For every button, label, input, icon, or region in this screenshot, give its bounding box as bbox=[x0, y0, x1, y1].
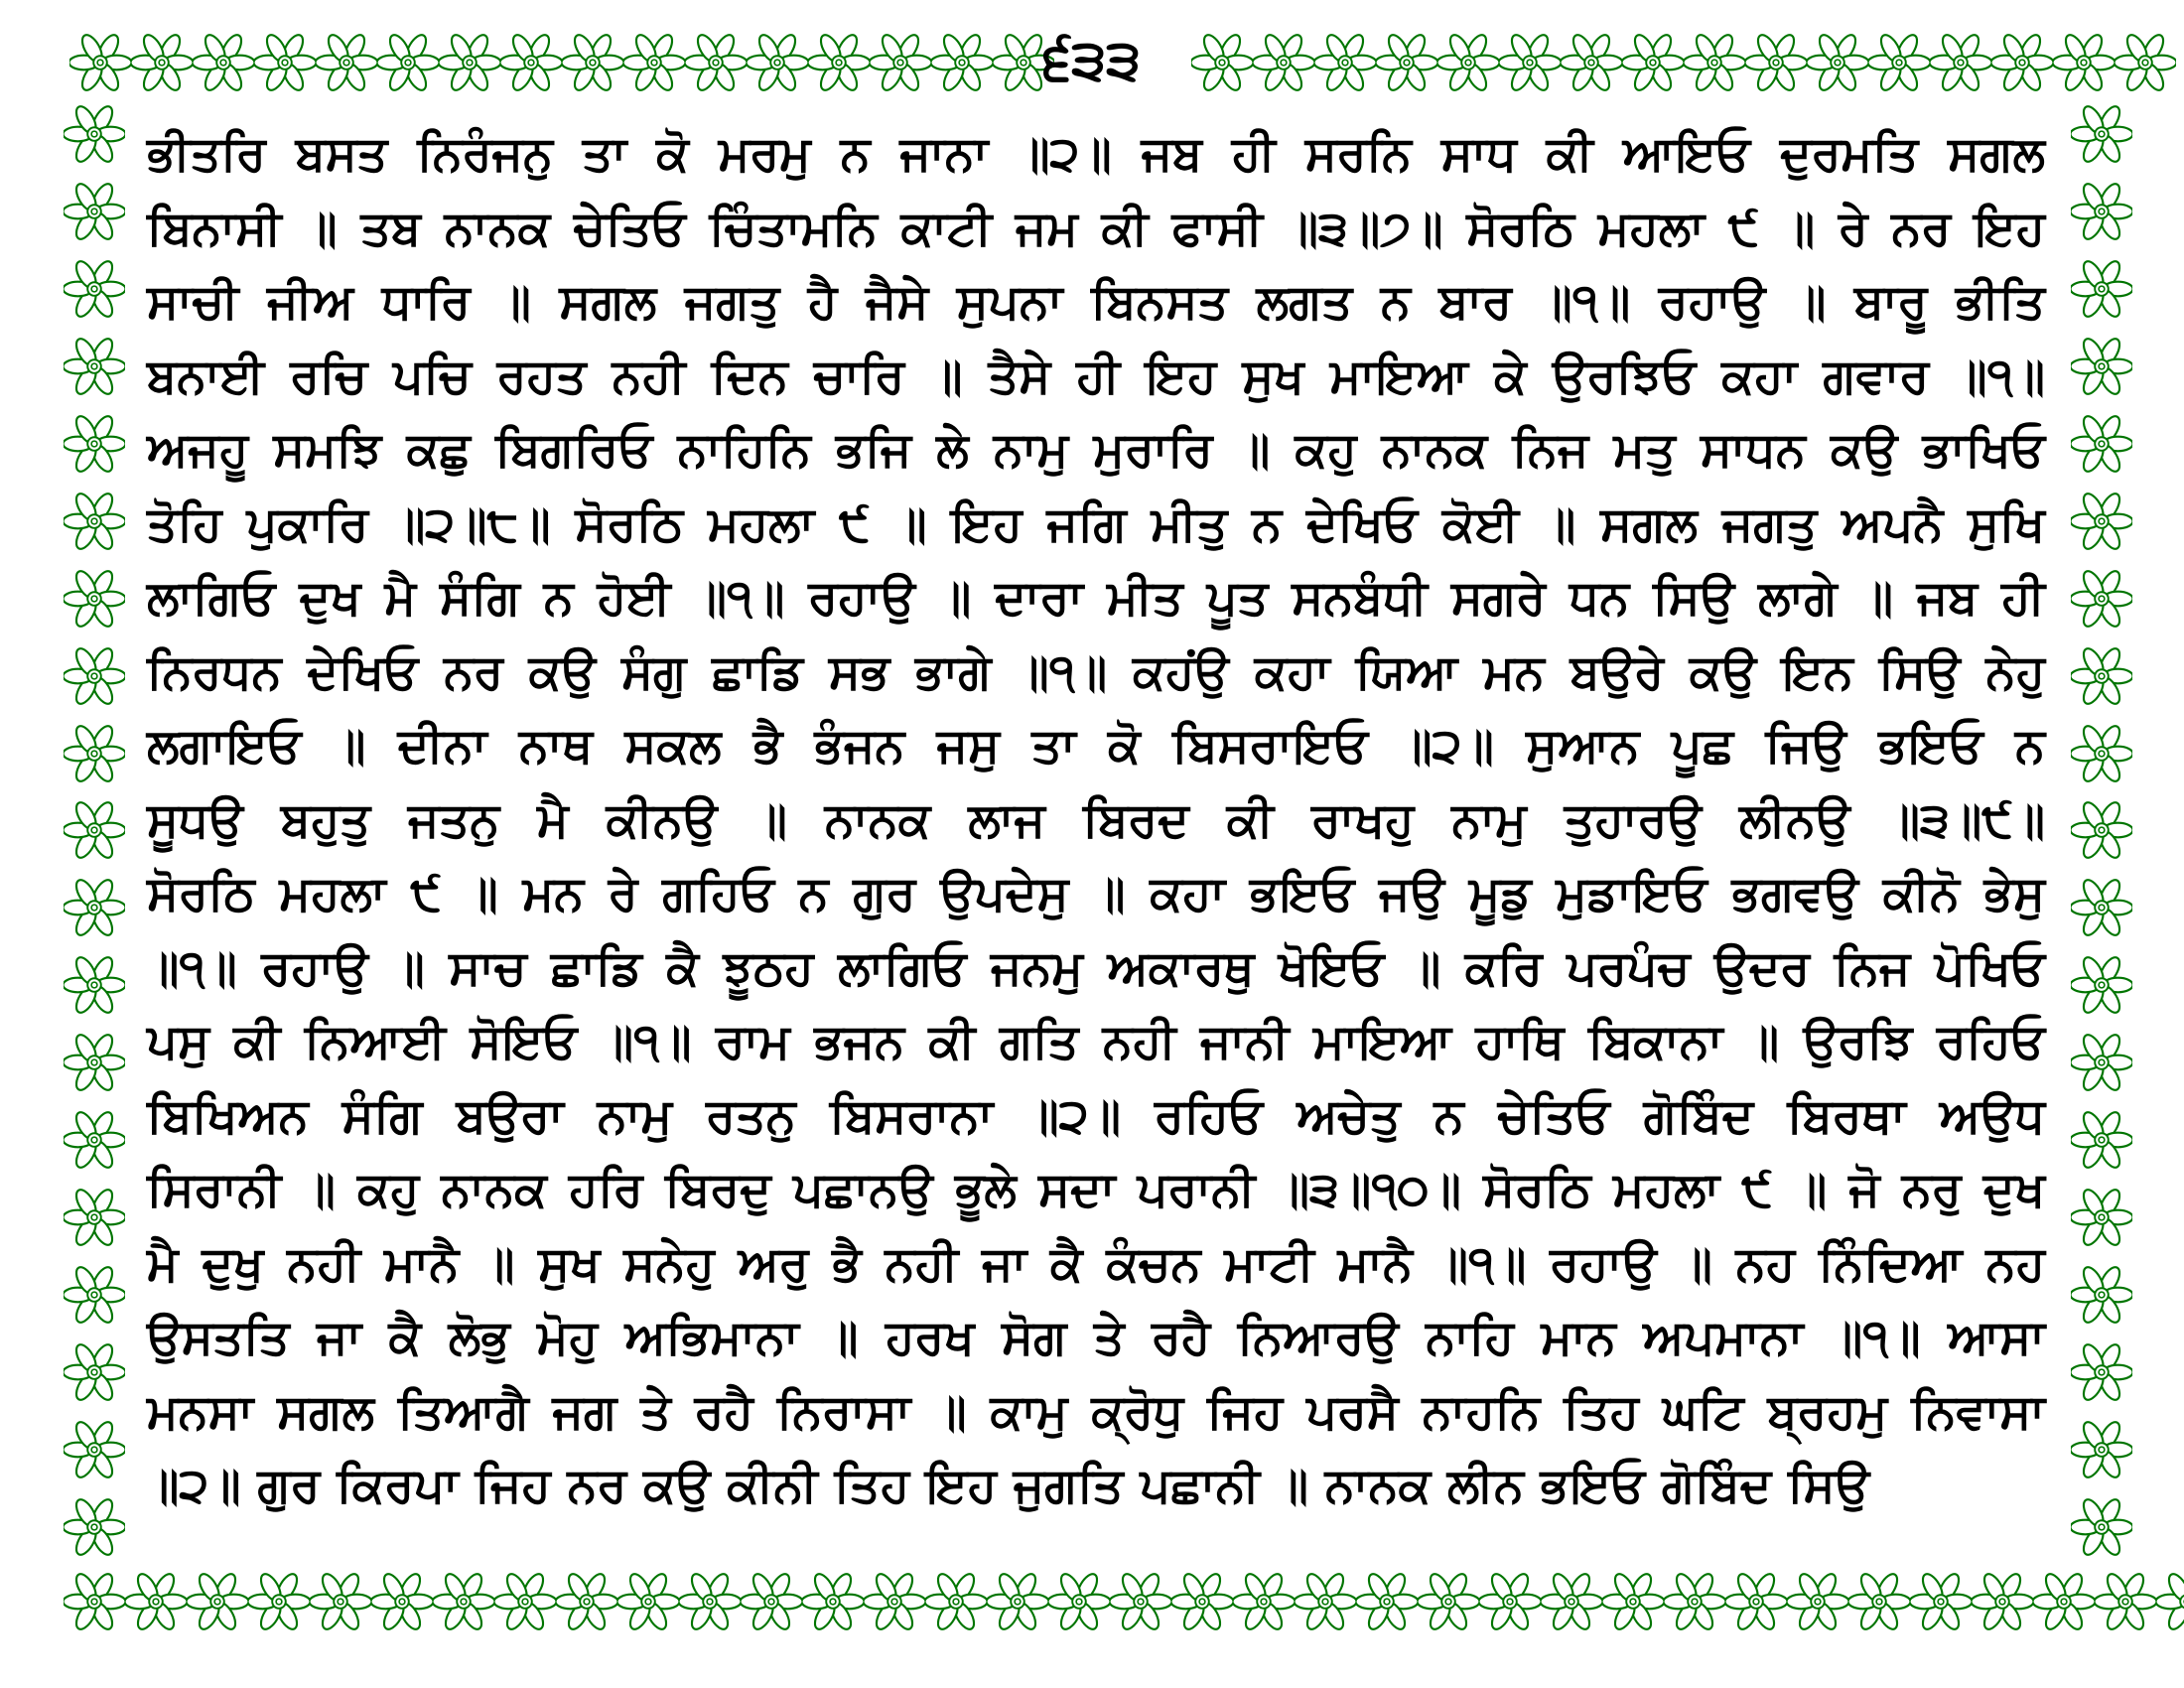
flower-icon bbox=[1541, 1571, 1602, 1632]
flower-icon bbox=[741, 1571, 802, 1632]
flower-icon bbox=[64, 1109, 125, 1171]
flower-icon bbox=[2071, 1264, 2132, 1326]
text-line: ਬਨਾਈ ਰਚਿ ਪਚਿ ਰਹਤ ਨਹੀ ਦਿਨ ਚਾਰਿ ॥ ਤੈਸੇ ਹੀ ਇਹ ਸੁਖ ਮਾਇਆ ਕੇ ਉਰਝਿਓ ਕਹਾ ਗਵਾਰ ॥੧॥ bbox=[147, 348, 2045, 404]
flower-icon bbox=[193, 32, 254, 93]
text-line: ਪਸੁ ਕੀ ਨਿਆਈ ਸੋਇਓ ॥੧॥ ਰਾਮ ਭਜਨ ਕੀ ਗਤਿ ਨਹੀ ਜਾਨੀ ਮਾਇਆ ਹਾਥਿ ਬਿਕਾਨਾ ॥ ਉਰਝਿ ਰਹਿਓ bbox=[147, 1014, 2045, 1069]
flower-icon bbox=[69, 32, 131, 93]
flower-icon bbox=[2071, 413, 2132, 475]
flower-icon bbox=[1110, 1571, 1171, 1632]
flower-icon bbox=[987, 1571, 1048, 1632]
flower-icon bbox=[1868, 32, 1930, 93]
text-line: ਤੋਹਿ ਪੁਕਾਰਿ ॥੨॥੮॥ ਸੋਰਠਿ ਮਹਲਾ ੯ ॥ ਇਹ ਜਗਿ ਮੀਤੁ ਨ ਦੇਖਿਓ ਕੋਈ ॥ ਸਗਲ ਜਗਤੁ ਅਪਨੈ ਸੁਖਿ bbox=[147, 495, 2045, 552]
flower-icon bbox=[64, 258, 125, 320]
flower-icon bbox=[64, 1571, 125, 1632]
flower-icon bbox=[64, 1032, 125, 1093]
flower-icon bbox=[1725, 1571, 1787, 1632]
flower-icon bbox=[64, 954, 125, 1016]
flower-icon bbox=[187, 1571, 248, 1632]
flower-icon bbox=[494, 1571, 556, 1632]
flower-icon bbox=[248, 1571, 310, 1632]
flower-icon bbox=[747, 32, 808, 93]
flower-icon bbox=[679, 1571, 741, 1632]
flower-icon bbox=[931, 32, 993, 93]
text-line: ਭੀਤਰਿ ਬਸਤ ਨਿਰੰਜਨੁ ਤਾ ਕੋ ਮਰਮੁ ਨ ਜਾਨਾ ॥੨॥ ਜਬ ਹੀ ਸਰਨਿ ਸਾਧ ਕੀ ਆਇਓ ਦੁਰਮਤਿ ਸਗਲ bbox=[147, 126, 2045, 182]
text-line: ॥੨॥ ਗੁਰ ਕਿਰਪਾ ਜਿਹ ਨਰ ਕਉ ਕੀਨੀ ਤਿਹ ਇਹ ਜੁਗਤਿ ਪਛਾਨੀ ॥ ਨਾਨਕ ਲੀਨ ਭਇਓ ਗੋਬਿੰਦ ਸਿਉ bbox=[147, 1458, 1870, 1513]
flower-icon bbox=[64, 1496, 125, 1558]
flower-icon bbox=[1787, 1571, 1848, 1632]
flower-icon bbox=[2156, 1571, 2184, 1632]
flower-icon bbox=[864, 1571, 925, 1632]
flower-icon bbox=[64, 877, 125, 938]
flower-icon bbox=[1253, 32, 1314, 93]
flower-icon bbox=[1376, 32, 1437, 93]
flower-icon bbox=[2071, 1032, 2132, 1093]
flower-icon bbox=[2033, 1571, 2095, 1632]
flower-icon bbox=[2071, 1341, 2132, 1403]
flower-icon bbox=[2115, 32, 2176, 93]
flower-icon bbox=[64, 723, 125, 784]
flower-icon bbox=[1910, 1571, 1972, 1632]
flower-icon bbox=[2071, 877, 2132, 938]
floral-border-top-right bbox=[1191, 30, 2119, 95]
flower-icon bbox=[2071, 568, 2132, 630]
flower-icon bbox=[2095, 1571, 2156, 1632]
flower-icon bbox=[1437, 32, 1499, 93]
text-line: ਉਸਤਤਿ ਜਾ ਕੈ ਲੋਭੁ ਮੋਹੁ ਅਭਿਮਾਨਾ ॥ ਹਰਖ ਸੋਗ ਤੇ ਰਹੈ ਨਿਆਰਉ ਨਾਹਿ ਮਾਨ ਅਪਮਾਨਾ ॥੧॥ ਆਸਾ bbox=[147, 1310, 2045, 1365]
text-line: ਬਿਖਿਅਨ ਸੰਗਿ ਬਉਰਾ ਨਾਮੁ ਰਤਨੁ ਬਿਸਰਾਨਾ ॥੨॥ ਰਹਿਓ ਅਚੇਤੁ ਨ ਚੇਤਿਓ ਗੋਬਿੰਦ ਬਿਰਥਾ ਅਉਧ bbox=[147, 1087, 2045, 1144]
flower-icon bbox=[1664, 1571, 1725, 1632]
flower-icon bbox=[1972, 1571, 2033, 1632]
flower-icon bbox=[2071, 103, 2132, 165]
flower-icon bbox=[1991, 32, 2053, 93]
flower-icon bbox=[64, 568, 125, 630]
flower-icon bbox=[2071, 1419, 2132, 1480]
flower-icon bbox=[617, 1571, 679, 1632]
flower-icon bbox=[562, 32, 623, 93]
flower-icon bbox=[433, 1571, 494, 1632]
flower-icon bbox=[2071, 336, 2132, 397]
flower-icon bbox=[64, 103, 125, 165]
flower-icon bbox=[131, 32, 193, 93]
flower-icon bbox=[439, 32, 500, 93]
flower-icon bbox=[64, 181, 125, 242]
flower-icon bbox=[64, 491, 125, 552]
text-line: ॥੧॥ ਰਹਾਉ ॥ ਸਾਚ ਛਾਡਿ ਕੈ ਝੂਠਹ ਲਾਗਿਓ ਜਨਮੁ ਅਕਾਰਥੁ ਖੋਇਓ ॥ ਕਰਿ ਪਰਪੰਚ ਉਦਰ ਨਿਜ ਪੋਖਿਓ bbox=[147, 939, 2045, 996]
page-number: ੬੩੩ bbox=[1042, 28, 1142, 92]
flower-icon bbox=[2053, 32, 2115, 93]
flower-icon bbox=[125, 1571, 187, 1632]
floral-border-bottom bbox=[64, 1569, 2120, 1634]
text-line: ਸਿਰਾਨੀ ॥ ਕਹੁ ਨਾਨਕ ਹਰਿ ਬਿਰਦੁ ਪਛਾਨਉ ਭੂਲੇ ਸਦਾ ਪਰਾਨੀ ॥੩॥੧੦॥ ਸੋਰਠਿ ਮਹਲਾ ੯ ॥ ਜੋ ਨਰੁ ਦੁਖ bbox=[147, 1162, 2045, 1217]
flower-icon bbox=[802, 1571, 864, 1632]
flower-icon bbox=[254, 32, 316, 93]
flower-icon bbox=[925, 1571, 987, 1632]
floral-border-right bbox=[2069, 103, 2134, 1558]
flower-icon bbox=[2071, 799, 2132, 861]
text-line: ਮੈ ਦੁਖੁ ਨਹੀ ਮਾਨੈ ॥ ਸੁਖ ਸਨੇਹੁ ਅਰੁ ਭੈ ਨਹੀ ਜਾ ਕੈ ਕੰਚਨ ਮਾਟੀ ਮਾਨੈ ॥੧॥ ਰਹਾਉ ॥ ਨਹ ਨਿੰਦਿਆ ਨਹ bbox=[147, 1235, 2045, 1292]
flower-icon bbox=[64, 799, 125, 861]
flower-icon bbox=[808, 32, 870, 93]
flower-icon bbox=[1479, 1571, 1541, 1632]
flower-icon bbox=[870, 32, 931, 93]
flower-icon bbox=[2071, 181, 2132, 242]
flower-icon bbox=[1356, 1571, 1418, 1632]
flower-icon bbox=[371, 1571, 433, 1632]
flower-icon bbox=[2071, 645, 2132, 707]
flower-icon bbox=[685, 32, 747, 93]
flower-icon bbox=[1848, 1571, 1910, 1632]
flower-icon bbox=[2071, 1496, 2132, 1558]
text-line: ਲਗਾਇਓ ॥ ਦੀਨਾ ਨਾਥ ਸਕਲ ਭੈ ਭੰਜਨ ਜਸੁ ਤਾ ਕੋ ਬਿਸਰਾਇਓ ॥੨॥ ਸੁਆਨ ਪੂਛ ਜਿਉ ਭਇਓ ਨ bbox=[147, 718, 2045, 774]
flower-icon bbox=[1684, 32, 1745, 93]
flower-icon bbox=[500, 32, 562, 93]
flower-icon bbox=[64, 1264, 125, 1326]
flower-icon bbox=[1499, 32, 1561, 93]
text-line: ਸਾਚੀ ਜੀਅ ਧਾਰਿ ॥ ਸਗਲ ਜਗਤੁ ਹੈ ਜੈਸੇ ਸੁਪਨਾ ਬਿਨਸਤ ਲਗਤ ਨ ਬਾਰ ॥੧॥ ਰਹਾਉ ॥ ਬਾਰੂ ਭੀਤਿ bbox=[147, 274, 2045, 330]
flower-icon bbox=[1745, 32, 1807, 93]
flower-icon bbox=[623, 32, 685, 93]
text-line: ਮਨਸਾ ਸਗਲ ਤਿਆਗੈ ਜਗ ਤੇ ਰਹੈ ਨਿਰਾਸਾ ॥ ਕਾਮੁ ਕ੍ਰੋਧੁ ਜਿਹ ਪਰਸੈ ਨਾਹਨਿ ਤਿਹ ਘਟਿ ਬ੍ਰਹਮੁ ਨਿਵਾਸਾ bbox=[147, 1383, 2045, 1440]
flower-icon bbox=[2071, 954, 2132, 1016]
flower-icon bbox=[1233, 1571, 1295, 1632]
flower-icon bbox=[64, 336, 125, 397]
text-line: ਸੋਰਠਿ ਮਹਲਾ ੯ ॥ ਮਨ ਰੇ ਗਹਿਓ ਨ ਗੁਰ ਉਪਦੇਸੁ ॥ ਕਹਾ ਭਇਓ ਜਉ ਮੂਡੁ ਮੁਡਾਇਓ ਭਗਵਉ ਕੀਨੋ ਭੇਸੁ bbox=[147, 866, 2045, 921]
flower-icon bbox=[1602, 1571, 1664, 1632]
flower-icon bbox=[64, 1187, 125, 1248]
flower-icon bbox=[377, 32, 439, 93]
flower-icon bbox=[2071, 1109, 2132, 1171]
flower-icon bbox=[2071, 1187, 2132, 1248]
text-line: ਲਾਗਿਓ ਦੁਖ ਮੈ ਸੰਗਿ ਨ ਹੋਈ ॥੧॥ ਰਹਾਉ ॥ ਦਾਰਾ ਮੀਤ ਪੂਤ ਸਨਬੰਧੀ ਸਗਰੇ ਧਨ ਸਿਉ ਲਾਗੇ ॥ ਜਬ ਹੀ bbox=[147, 570, 2045, 626]
scripture-text bbox=[147, 117, 2045, 1523]
floral-border-left bbox=[62, 103, 127, 1558]
flower-icon bbox=[64, 413, 125, 475]
flower-icon bbox=[64, 1419, 125, 1480]
flower-icon bbox=[1622, 32, 1684, 93]
text-line: ਬਿਨਾਸੀ ॥ ਤਬ ਨਾਨਕ ਚੇਤਿਓ ਚਿੰਤਾਮਨਿ ਕਾਟੀ ਜਮ ਕੀ ਫਾਸੀ ॥੩॥੭॥ ਸੋਰਠਿ ਮਹਲਾ ੯ ॥ ਰੇ ਨਰ ਇਹ bbox=[147, 200, 2045, 256]
flower-icon bbox=[1418, 1571, 1479, 1632]
flower-icon bbox=[64, 645, 125, 707]
flower-icon bbox=[1048, 1571, 1110, 1632]
text-line: ਨਿਰਧਨ ਦੇਖਿਓ ਨਰ ਕਉ ਸੰਗੁ ਛਾਡਿ ਸਭ ਭਾਗੇ ॥੧॥ ਕਹਂਉ ਕਹਾ ਯਿਆ ਮਨ ਬਉਰੇ ਕਉ ਇਨ ਸਿਉ ਨੇਹੁ bbox=[147, 643, 2045, 700]
flower-icon bbox=[1930, 32, 1991, 93]
flower-icon bbox=[310, 1571, 371, 1632]
flower-icon bbox=[2071, 258, 2132, 320]
text-line: ਸੂਧਉ ਬਹੁਤੁ ਜਤਨੁ ਮੈ ਕੀਨਉ ॥ ਨਾਨਕ ਲਾਜ ਬਿਰਦ ਕੀ ਰਾਖਹੁ ਨਾਮੁ ਤੁਹਾਰਉ ਲੀਨਉ ॥੩॥੯॥ bbox=[147, 791, 2045, 848]
floral-border-top-left bbox=[69, 30, 998, 95]
flower-icon bbox=[2071, 723, 2132, 784]
flower-icon bbox=[64, 1341, 125, 1403]
flower-icon bbox=[1191, 32, 1253, 93]
flower-icon bbox=[1314, 32, 1376, 93]
flower-icon bbox=[2071, 491, 2132, 552]
flower-icon bbox=[556, 1571, 617, 1632]
flower-icon bbox=[1561, 32, 1622, 93]
flower-icon bbox=[316, 32, 377, 93]
text-line: ਅਜਹੂ ਸਮਝਿ ਕਛੁ ਬਿਗਰਿਓ ਨਾਹਿਨਿ ਭਜਿ ਲੇ ਨਾਮੁ ਮੁਰਾਰਿ ॥ ਕਹੁ ਨਾਨਕ ਨਿਜ ਮਤੁ ਸਾਧਨ ਕਉ ਭਾਖਿਓ bbox=[147, 422, 2045, 478]
flower-icon bbox=[1171, 1571, 1233, 1632]
flower-icon bbox=[1295, 1571, 1356, 1632]
flower-icon bbox=[1807, 32, 1868, 93]
